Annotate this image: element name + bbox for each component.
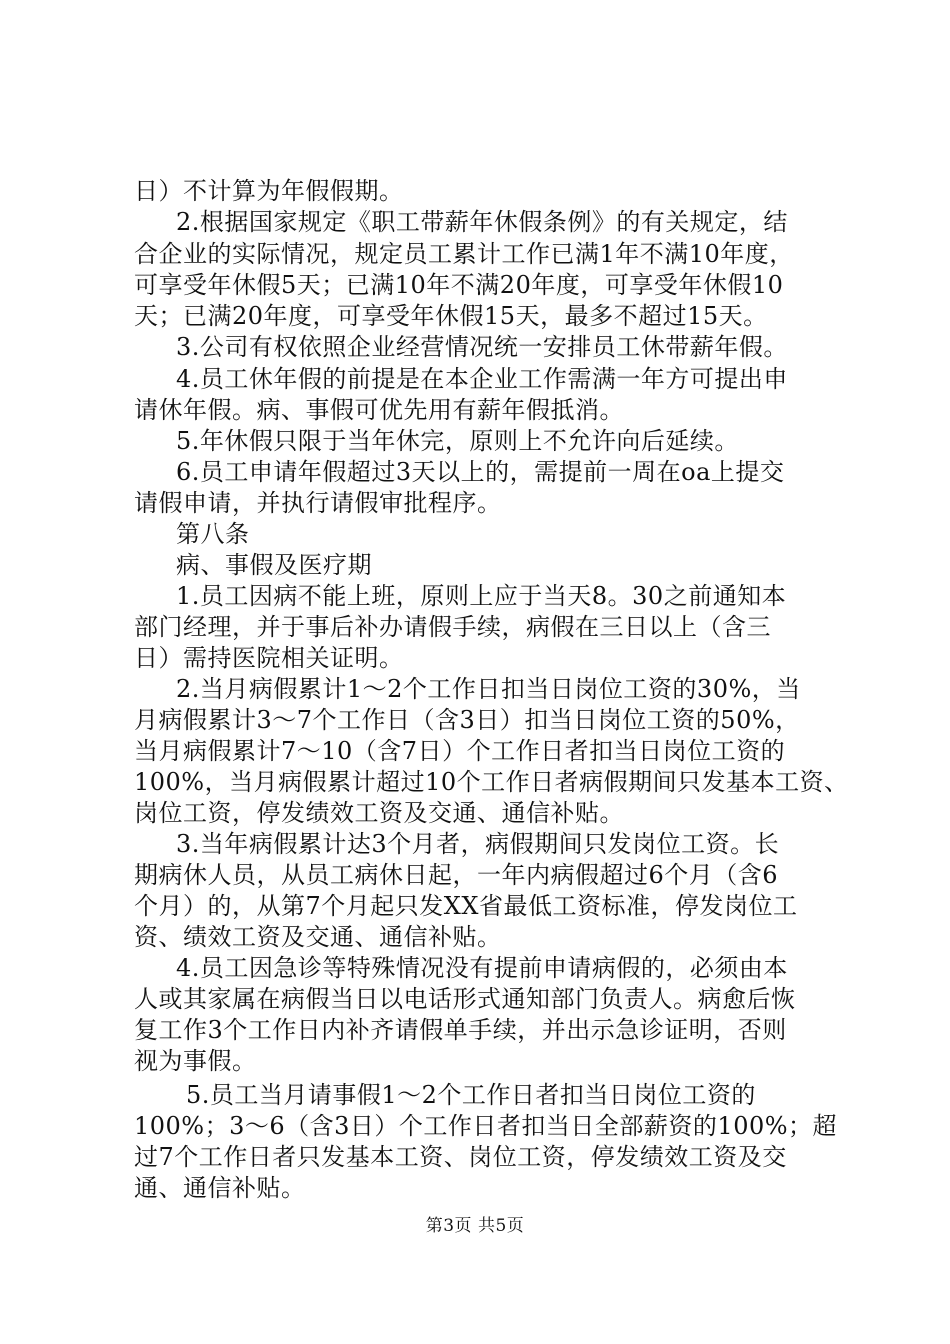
section-title: 病、事假及医疗期 — [176, 551, 372, 579]
body-text-line: 月病假累计3～7个工作日（含3日）扣当日岗位工资的50%， — [134, 706, 800, 734]
body-text-line: 100%；3～6（含3日）个工作日者扣当日全部薪资的100%；超 — [134, 1112, 838, 1140]
body-text-line: 4.员工因急诊等特殊情况没有提前申请病假的，必须由本 — [176, 954, 788, 982]
body-text-line: 5.员工当月请事假1～2个工作日者扣当日岗位工资的 — [186, 1081, 756, 1109]
section-heading: 第八条 — [176, 520, 250, 548]
body-text-line: 3.公司有权依照企业经营情况统一安排员工休带薪年假。 — [176, 333, 788, 361]
body-text-line: 6.员工申请年假超过3天以上的，需提前一周在oa上提交 — [176, 458, 785, 486]
body-text-line: 2.根据国家规定《职工带薪年休假条例》的有关规定，结 — [176, 208, 788, 236]
body-text-line: 通、通信补贴。 — [134, 1174, 306, 1202]
body-text-line: 期病休人员，从员工病休日起，一年内病假超过6个月（含6 — [134, 861, 779, 889]
body-text-line: 4.员工休年假的前提是在本企业工作需满一年方可提出申 — [176, 365, 788, 393]
body-text-line: 请假申请，并执行请假审批程序。 — [134, 489, 502, 517]
body-text-line: 天；已满20年度，可享受年休假15天，最多不超过15天。 — [134, 302, 768, 330]
body-text-line: 请休年假。病、事假可优先用有薪年假抵消。 — [134, 396, 624, 424]
body-text-line: 部门经理，并于事后补办请假手续，病假在三日以上（含三 — [134, 613, 771, 641]
body-text-line: 1.员工因病不能上班，原则上应于当天8。30之前通知本 — [176, 582, 787, 610]
body-text-line: 2.当月病假累计1～2个工作日扣当日岗位工资的30%，当 — [176, 675, 801, 703]
body-text-line: 资、绩效工资及交通、通信补贴。 — [134, 923, 502, 951]
body-text-line: 合企业的实际情况，规定员工累计工作已满1年不满10年度， — [134, 240, 794, 268]
body-text-line: 复工作3个工作日内补齐请假单手续，并出示急诊证明，否则 — [134, 1016, 787, 1044]
body-text-line: 岗位工资，停发绩效工资及交通、通信补贴。 — [134, 799, 624, 827]
page-number-footer: 第3页 共5页 — [425, 1216, 525, 1236]
body-text-line: 人或其家属在病假当日以电话形式通知部门负责人。病愈后恢 — [134, 985, 796, 1013]
body-text-line: 日）需持医院相关证明。 — [134, 644, 404, 672]
body-text-line: 5.年休假只限于当年休完，原则上不允许向后延续。 — [176, 427, 739, 455]
body-text-line: 视为事假。 — [134, 1047, 257, 1075]
body-text-line: 3.当年病假累计达3个月者，病假期间只发岗位工资。长 — [176, 830, 780, 858]
body-text-line: 可享受年休假5天；已满10年不满20年度，可享受年休假10 — [134, 271, 784, 299]
body-text-line: 过7个工作日者只发基本工资、岗位工资，停发绩效工资及交 — [134, 1143, 787, 1171]
body-text-line: 当月病假累计7～10（含7日）个工作日者扣当日岗位工资的 — [134, 737, 786, 765]
body-text-line: 100%，当月病假累计超过10个工作日者病假期间只发基本工资、 — [134, 768, 849, 796]
body-text-line: 日）不计算为年假假期。 — [134, 177, 404, 205]
body-text-line: 个月）的，从第7个月起只发XX省最低工资标准，停发岗位工 — [134, 892, 798, 920]
